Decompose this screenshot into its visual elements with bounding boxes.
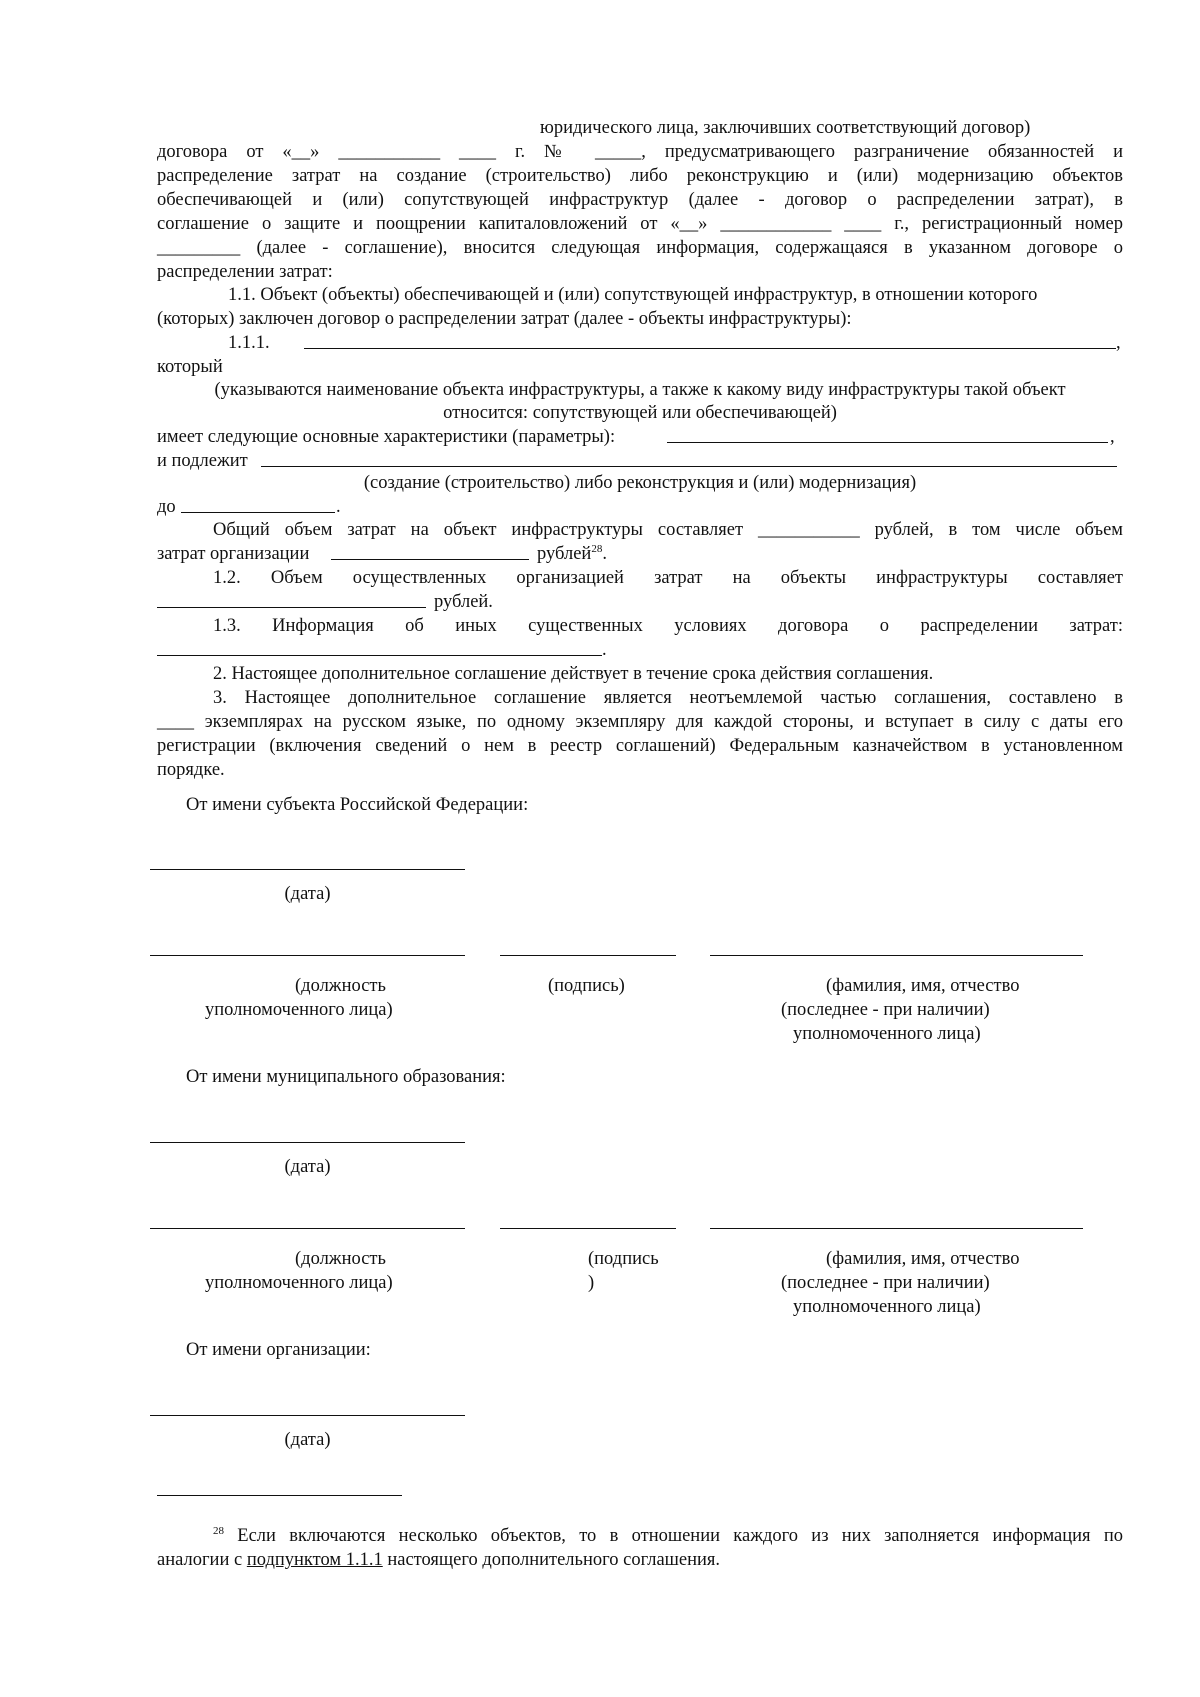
- fio-field[interactable]: [710, 1228, 1083, 1229]
- footnote-number: 28: [213, 1524, 224, 1537]
- position-caption: (должность: [295, 1249, 386, 1269]
- para1-line: _________ (далее - соглашение), вносится следующая информация, содержащаяся в указанном договоре о: [157, 238, 1123, 258]
- item-1-1-1-number: 1.1.1.: [228, 333, 270, 353]
- position-caption: (должность: [295, 976, 386, 996]
- period: .: [336, 497, 341, 517]
- caption-object: (указываются наименование объекта инфраструктуры, а также к какому виду инфраструктуры такой объект: [214, 380, 1066, 400]
- footnote-line: [157, 1548, 720, 1572]
- fio-caption: (последнее - при наличии): [781, 1273, 990, 1293]
- params-label: имеет следующие основные характеристики (параметры):: [157, 427, 616, 447]
- date-field[interactable]: [150, 869, 465, 870]
- item-3-last: порядке.: [157, 760, 225, 780]
- para1-line: обеспечивающей и (или) сопутствующей инфраструктур (далее - договор о распределении затрат), в: [157, 190, 1123, 210]
- signature-caption: (подпись: [588, 1249, 659, 1269]
- cost-org-rub: [537, 542, 607, 566]
- item-1-2-line: 1.2. Объем осуществленных организацией затрат на объекты инфраструктуры составляет: [213, 568, 1123, 588]
- item-3-line: 3. Настоящее дополнительное соглашение является неотъемлемой частью соглашения, составлено в: [213, 688, 1123, 708]
- signature-caption: ): [588, 1273, 595, 1293]
- caption-works: (создание (строительство) либо реконструкция и (или) модернизация): [363, 473, 917, 493]
- item-1-3-field[interactable]: [157, 655, 602, 656]
- date-field[interactable]: [150, 1415, 465, 1416]
- item-1-3-line: 1.3. Информация об иных существенных условиях договора о распределении затрат:: [213, 616, 1123, 636]
- footnote-line: [213, 1524, 1123, 1548]
- footnote-text: аналогии с: [157, 1550, 243, 1570]
- cost-org-field[interactable]: [331, 559, 529, 560]
- date-field[interactable]: [150, 1142, 465, 1143]
- subject-to-label: и подлежит: [157, 451, 248, 471]
- item-1-1-line: 1.1. Объект (объекты) обеспечивающей и (или) сопутствующей инфраструктур, в отношении которого: [228, 285, 1038, 305]
- item-3-line: регистрации (включения сведений о нем в реестр соглашений) Федеральным казначейством в установленном: [157, 736, 1123, 756]
- para1-line: договора от «__» ___________ ____ г. № _____, предусматривающего разграничение обязанностей и: [157, 142, 1123, 162]
- fio-caption: уполномоченного лица): [793, 1297, 981, 1317]
- position-caption: уполномоченного лица): [205, 1000, 393, 1020]
- footnote-link[interactable]: подпунктом 1.1.1: [246, 1550, 383, 1570]
- signature-caption: (подпись): [548, 976, 625, 996]
- footnote-text: Если включаются несколько объектов, то в отношении каждого из них заполняется информация по: [237, 1526, 1123, 1546]
- fio-caption: (фамилия, имя, отчество: [826, 1249, 1020, 1269]
- party-subject-rf: От имени субъекта Российской Федерации:: [186, 795, 529, 815]
- position-caption: уполномоченного лица): [205, 1273, 393, 1293]
- cost-line: Общий объем затрат на объект инфраструктуры составляет ___________ рублей, в том числе объем: [213, 520, 1123, 540]
- until-date-field[interactable]: [181, 512, 335, 513]
- until-label: до: [157, 497, 176, 517]
- caption-object: относится: сопутствующей или обеспечивающей): [443, 403, 837, 423]
- comma: ,: [1116, 333, 1121, 353]
- cost-org-label: затрат организации: [157, 544, 310, 564]
- fio-caption: (последнее - при наличии): [781, 1000, 990, 1020]
- rub-text: рублей: [537, 544, 592, 564]
- period: .: [602, 544, 607, 564]
- kotoryi-text: который: [157, 357, 223, 377]
- comma: ,: [1110, 427, 1115, 447]
- works-field[interactable]: [261, 466, 1117, 467]
- date-caption: (дата): [284, 1430, 331, 1450]
- params-field[interactable]: [667, 442, 1108, 443]
- date-caption: (дата): [284, 884, 331, 904]
- item-1-1-line: (которых) заключен договор о распределении затрат (далее - объекты инфраструктуры):: [157, 309, 852, 329]
- period: .: [602, 640, 607, 660]
- para1-line: соглашение о защите и поощрении капиталовложений от «__» ____________ ____ г., регистрационный номер: [157, 214, 1123, 234]
- object-name-field[interactable]: [304, 348, 1116, 349]
- fio-field[interactable]: [710, 955, 1083, 956]
- item-1-2-rub: рублей.: [434, 592, 493, 612]
- fio-caption: (фамилия, имя, отчество: [826, 976, 1020, 996]
- party-municipal: От имени муниципального образования:: [186, 1067, 506, 1087]
- item-3-line: ____ экземплярах на русском языке, по одному экземпляру для каждой стороны, и вступает в силу с даты его: [157, 712, 1123, 732]
- item-2: 2. Настоящее дополнительное соглашение действует в течение срока действия соглашения.: [213, 664, 934, 684]
- position-field[interactable]: [150, 955, 465, 956]
- para1-last: распределении затрат:: [157, 262, 333, 282]
- top-caption: юридического лица, заключивших соответствующий договор): [540, 118, 1031, 138]
- footnote-text: настоящего дополнительного соглашения.: [387, 1550, 721, 1570]
- item-1-2-field[interactable]: [157, 607, 426, 608]
- footnote-separator: [157, 1495, 402, 1496]
- signature-field[interactable]: [500, 1228, 676, 1229]
- date-caption: (дата): [284, 1157, 331, 1177]
- para1-line: распределение затрат на создание (строительство) либо реконструкцию и (или) модернизацию объектов: [157, 166, 1123, 186]
- party-organization: От имени организации:: [186, 1340, 371, 1360]
- signature-field[interactable]: [500, 955, 676, 956]
- position-field[interactable]: [150, 1228, 465, 1229]
- fio-caption: уполномоченного лица): [793, 1024, 981, 1044]
- footnote-ref[interactable]: 28: [591, 542, 603, 555]
